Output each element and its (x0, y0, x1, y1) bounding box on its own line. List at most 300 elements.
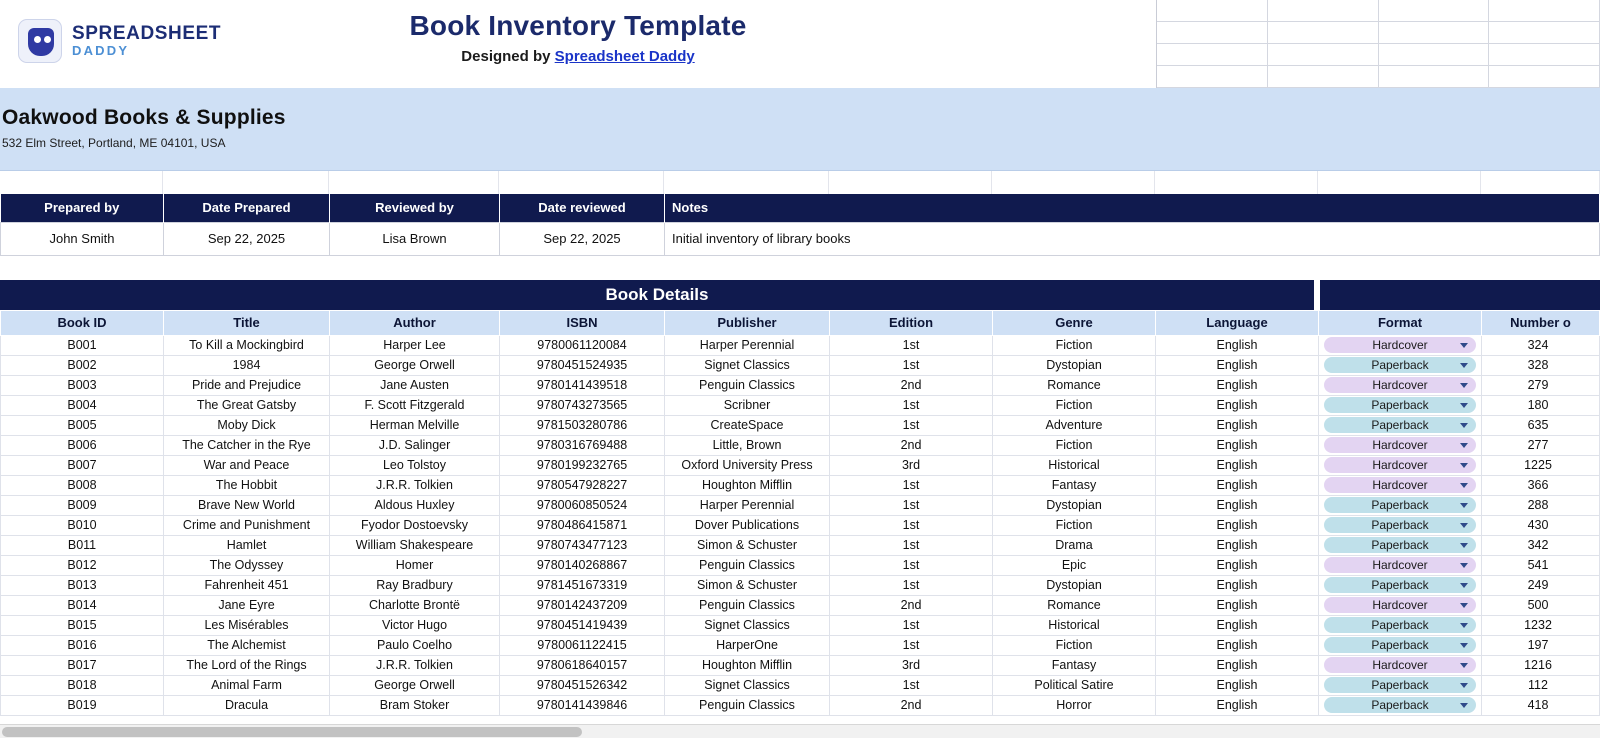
cell-edition[interactable]: 1st (830, 515, 993, 535)
chevron-down-icon[interactable] (1460, 623, 1468, 628)
empty-cell[interactable] (1379, 22, 1490, 44)
cell-publisher[interactable]: HarperOne (665, 635, 830, 655)
cell-language[interactable]: English (1156, 575, 1319, 595)
cell-edition[interactable]: 1st (830, 395, 993, 415)
cell-book-id[interactable]: B004 (1, 395, 164, 415)
cell-isbn[interactable]: 9780451526342 (500, 675, 665, 695)
cell-number-of-pages[interactable]: 366 (1482, 475, 1600, 495)
col-book-id[interactable]: Book ID (1, 310, 164, 335)
page-title: Book Inventory Template (409, 10, 747, 41)
empty-cell[interactable] (1268, 0, 1379, 22)
book-details-title: Book Details (0, 280, 1317, 310)
cell-language[interactable]: English (1156, 515, 1319, 535)
cell-number-of-pages[interactable]: 1225 (1482, 455, 1600, 475)
cell-number-of-pages[interactable]: 277 (1482, 435, 1600, 455)
cell-edition[interactable]: 1st (830, 355, 993, 375)
cell-number-of-pages[interactable]: 342 (1482, 535, 1600, 555)
cell-edition[interactable]: 1st (830, 675, 993, 695)
cell-publisher[interactable]: Signet Classics (665, 615, 830, 635)
cell-edition[interactable]: 1st (830, 535, 993, 555)
empty-cell[interactable] (1489, 66, 1600, 88)
cell-author[interactable]: Paulo Coelho (330, 635, 500, 655)
cell-edition[interactable]: 2nd (830, 695, 993, 715)
table-row (1, 595, 1600, 615)
empty-cell[interactable] (1157, 0, 1268, 22)
cell-number-of-pages[interactable]: 249 (1482, 575, 1600, 595)
book-table-body (1, 335, 1600, 715)
chevron-down-icon[interactable] (1460, 563, 1468, 568)
cell-language[interactable]: English (1156, 335, 1319, 355)
empty-cell[interactable] (1268, 22, 1379, 44)
cell-publisher[interactable]: CreateSpace (665, 415, 830, 435)
cell-isbn[interactable]: 9780141439846 (500, 695, 665, 715)
scrollbar-thumb[interactable] (2, 727, 582, 737)
empty-cell[interactable] (1379, 0, 1490, 22)
cell-format[interactable] (1319, 515, 1482, 535)
cell-author[interactable]: Victor Hugo (330, 615, 500, 635)
cell-edition[interactable]: 1st (830, 475, 993, 495)
cell-book-id[interactable]: B005 (1, 415, 164, 435)
cell-title[interactable]: The Great Gatsby (164, 395, 330, 415)
cell-author[interactable]: J.R.R. Tolkien (330, 475, 500, 495)
cell-language[interactable]: English (1156, 375, 1319, 395)
cell-genre[interactable]: Adventure (993, 415, 1156, 435)
cell-author[interactable]: F. Scott Fitzgerald (330, 395, 500, 415)
cell-book-id[interactable]: B011 (1, 535, 164, 555)
cell-title[interactable]: Moby Dick (164, 415, 330, 435)
format-dropdown[interactable]: Hardcover (1324, 337, 1476, 353)
cell-book-id[interactable]: B001 (1, 335, 164, 355)
company-address: 532 Elm Street, Portland, ME 04101, USA (2, 136, 226, 150)
cell-title[interactable]: Pride and Prejudice (164, 375, 330, 395)
prepared-by-value[interactable]: John Smith (1, 222, 164, 255)
format-dropdown[interactable]: Paperback (1324, 497, 1476, 513)
cell-format[interactable] (1319, 335, 1482, 355)
cell-edition[interactable]: 1st (830, 335, 993, 355)
cell-title[interactable]: Brave New World (164, 495, 330, 515)
cell-title[interactable]: Hamlet (164, 535, 330, 555)
cell-publisher[interactable]: Penguin Classics (665, 595, 830, 615)
cell-publisher[interactable]: Dover Publications (665, 515, 830, 535)
cell-number-of-pages[interactable]: 112 (1482, 675, 1600, 695)
cell-title[interactable]: Crime and Punishment (164, 515, 330, 535)
cell-genre[interactable]: Dystopian (993, 575, 1156, 595)
cell-edition[interactable]: 1st (830, 555, 993, 575)
cell-language[interactable]: English (1156, 595, 1319, 615)
cell-author[interactable]: Homer (330, 555, 500, 575)
format-dropdown[interactable]: Paperback (1324, 617, 1476, 633)
grid-spacer-row (0, 171, 1600, 194)
prepared-header-row (1, 194, 1600, 222)
cell-language[interactable]: English (1156, 435, 1319, 455)
cell-title[interactable]: The Alchemist (164, 635, 330, 655)
cell-title[interactable]: The Odyssey (164, 555, 330, 575)
cell-genre[interactable]: Dystopian (993, 495, 1156, 515)
table-row (1, 375, 1600, 395)
empty-cell[interactable] (1489, 22, 1600, 44)
chevron-down-icon[interactable] (1460, 363, 1468, 368)
cell-isbn[interactable]: 9780060850524 (500, 495, 665, 515)
company-banner (0, 88, 1600, 171)
company-name: Oakwood Books & Supplies (2, 106, 286, 129)
cell-format[interactable] (1319, 635, 1482, 655)
cell-isbn[interactable]: 9780141439518 (500, 375, 665, 395)
horizontal-scrollbar[interactable] (0, 724, 1600, 738)
format-dropdown[interactable]: Paperback (1324, 537, 1476, 553)
col-author[interactable]: Author (330, 310, 500, 335)
cell-publisher[interactable]: Houghton Mifflin (665, 475, 830, 495)
cell-book-id[interactable]: B014 (1, 595, 164, 615)
cell-genre[interactable]: Fiction (993, 335, 1156, 355)
cell-author[interactable]: George Orwell (330, 675, 500, 695)
cell-genre[interactable]: Fiction (993, 435, 1156, 455)
cell-number-of-pages[interactable]: 430 (1482, 515, 1600, 535)
cell-publisher[interactable]: Penguin Classics (665, 555, 830, 575)
cell-format[interactable] (1319, 535, 1482, 555)
cell-author[interactable]: Charlotte Brontë (330, 595, 500, 615)
cell-title[interactable]: 1984 (164, 355, 330, 375)
format-dropdown[interactable]: Paperback (1324, 357, 1476, 373)
cell-book-id[interactable]: B002 (1, 355, 164, 375)
format-dropdown[interactable]: Paperback (1324, 417, 1476, 433)
cell-title[interactable]: Dracula (164, 695, 330, 715)
cell-format[interactable] (1319, 575, 1482, 595)
col-language[interactable]: Language (1156, 310, 1319, 335)
cell-language[interactable]: English (1156, 675, 1319, 695)
cell-format[interactable] (1319, 395, 1482, 415)
empty-cell[interactable] (1379, 66, 1490, 88)
cell-title[interactable]: Animal Farm (164, 675, 330, 695)
cell-language[interactable]: English (1156, 695, 1319, 715)
empty-cell[interactable] (1157, 22, 1268, 44)
cell-publisher[interactable]: Houghton Mifflin (665, 655, 830, 675)
table-row (1, 355, 1600, 375)
cell-number-of-pages[interactable]: 180 (1482, 395, 1600, 415)
cell-author[interactable]: J.D. Salinger (330, 435, 500, 455)
cell-format[interactable] (1319, 415, 1482, 435)
format-dropdown[interactable]: Hardcover (1324, 597, 1476, 613)
cell-isbn[interactable]: 9780743477123 (500, 535, 665, 555)
table-row (1, 495, 1600, 515)
cell-format[interactable] (1319, 695, 1482, 715)
cell-publisher[interactable]: Simon & Schuster (665, 535, 830, 555)
designed-by-prefix: Designed by (461, 48, 555, 65)
chevron-down-icon[interactable] (1460, 583, 1468, 588)
cell-author[interactable]: Leo Tolstoy (330, 455, 500, 475)
cell-title[interactable]: The Catcher in the Rye (164, 435, 330, 455)
cell-isbn[interactable]: 9780743273565 (500, 395, 665, 415)
reviewed-by-value[interactable]: Lisa Brown (330, 222, 500, 255)
cell-language[interactable]: English (1156, 415, 1319, 435)
cell-language[interactable]: English (1156, 535, 1319, 555)
cell-isbn[interactable]: 9781451673319 (500, 575, 665, 595)
cell-number-of-pages[interactable]: 635 (1482, 415, 1600, 435)
reviewed-by-header: Reviewed by (330, 194, 500, 222)
date-prepared-value[interactable]: Sep 22, 2025 (164, 222, 330, 255)
brand-logo (18, 19, 221, 63)
chevron-down-icon[interactable] (1460, 543, 1468, 548)
cell-publisher[interactable]: Harper Perennial (665, 335, 830, 355)
cell-number-of-pages[interactable]: 1232 (1482, 615, 1600, 635)
cell-format[interactable] (1319, 655, 1482, 675)
cell-title[interactable]: To Kill a Mockingbird (164, 335, 330, 355)
table-row (1, 575, 1600, 595)
table-row (1, 675, 1600, 695)
cell-genre[interactable]: Romance (993, 595, 1156, 615)
cell-genre[interactable]: Fiction (993, 515, 1156, 535)
cell-genre[interactable]: Historical (993, 615, 1156, 635)
table-row (1, 475, 1600, 495)
cell-author[interactable]: Bram Stoker (330, 695, 500, 715)
chevron-down-icon[interactable] (1460, 403, 1468, 408)
cell-number-of-pages[interactable]: 418 (1482, 695, 1600, 715)
col-number-of-pages[interactable]: Number o (1482, 310, 1600, 335)
notes-header: Notes (665, 194, 1600, 222)
empty-cell[interactable] (1268, 66, 1379, 88)
cell-isbn[interactable]: 9780451419439 (500, 615, 665, 635)
cell-author[interactable]: Harper Lee (330, 335, 500, 355)
cell-book-id[interactable]: B007 (1, 455, 164, 475)
chevron-down-icon[interactable] (1460, 423, 1468, 428)
chevron-down-icon[interactable] (1460, 383, 1468, 388)
chevron-down-icon[interactable] (1460, 463, 1468, 468)
cell-edition[interactable]: 1st (830, 415, 993, 435)
chevron-down-icon[interactable] (1460, 683, 1468, 688)
cell-title[interactable]: Les Misérables (164, 615, 330, 635)
cell-language[interactable]: English (1156, 355, 1319, 375)
table-row (1, 435, 1600, 455)
cell-genre[interactable]: Epic (993, 555, 1156, 575)
cell-author[interactable]: Fyodor Dostoevsky (330, 515, 500, 535)
cell-book-id[interactable]: B003 (1, 375, 164, 395)
chevron-down-icon[interactable] (1460, 523, 1468, 528)
cell-format[interactable] (1319, 355, 1482, 375)
cell-publisher[interactable]: Oxford University Press (665, 455, 830, 475)
cell-format[interactable] (1319, 475, 1482, 495)
cell-format[interactable] (1319, 495, 1482, 515)
cell-isbn[interactable]: 9780316769488 (500, 435, 665, 455)
chevron-down-icon[interactable] (1460, 343, 1468, 348)
chevron-down-icon[interactable] (1460, 443, 1468, 448)
cell-language[interactable]: English (1156, 655, 1319, 675)
cell-edition[interactable]: 1st (830, 615, 993, 635)
chevron-down-icon[interactable] (1460, 503, 1468, 508)
format-dropdown[interactable]: Hardcover (1324, 477, 1476, 493)
empty-cell[interactable] (1268, 44, 1379, 66)
cell-number-of-pages[interactable]: 279 (1482, 375, 1600, 395)
cell-genre[interactable]: Fiction (993, 635, 1156, 655)
cell-book-id[interactable]: B018 (1, 675, 164, 695)
cell-author[interactable]: Aldous Huxley (330, 495, 500, 515)
cell-format[interactable] (1319, 595, 1482, 615)
table-row (1, 555, 1600, 575)
format-dropdown[interactable]: Paperback (1324, 697, 1476, 713)
cell-publisher[interactable]: Simon & Schuster (665, 575, 830, 595)
empty-cell[interactable] (1157, 66, 1268, 88)
cell-isbn[interactable]: 9781503280786 (500, 415, 665, 435)
document-header (0, 0, 1600, 88)
table-row (1, 415, 1600, 435)
spreadsheet-daddy-logo-icon (18, 19, 62, 63)
book-table-header-row (1, 310, 1600, 335)
table-row (1, 335, 1600, 355)
cell-number-of-pages[interactable]: 324 (1482, 335, 1600, 355)
cell-book-id[interactable]: B009 (1, 495, 164, 515)
header-main-area (0, 0, 1157, 88)
cell-edition[interactable]: 1st (830, 635, 993, 655)
prepared-by-header: Prepared by (1, 194, 164, 222)
cell-book-id[interactable]: B017 (1, 655, 164, 675)
cell-isbn[interactable]: 9780061120084 (500, 335, 665, 355)
cell-genre[interactable]: Fantasy (993, 475, 1156, 495)
cell-edition[interactable]: 2nd (830, 435, 993, 455)
format-dropdown[interactable]: Hardcover (1324, 557, 1476, 573)
cell-title[interactable]: War and Peace (164, 455, 330, 475)
notes-value[interactable]: Initial inventory of library books (665, 222, 1600, 255)
cell-language[interactable]: English (1156, 615, 1319, 635)
cell-publisher[interactable]: Harper Perennial (665, 495, 830, 515)
cell-author[interactable]: Jane Austen (330, 375, 500, 395)
col-title[interactable]: Title (164, 310, 330, 335)
cell-isbn[interactable]: 9780451524935 (500, 355, 665, 375)
cell-author[interactable]: Ray Bradbury (330, 575, 500, 595)
cell-number-of-pages[interactable]: 500 (1482, 595, 1600, 615)
cell-language[interactable]: English (1156, 395, 1319, 415)
cell-number-of-pages[interactable]: 328 (1482, 355, 1600, 375)
cell-genre[interactable]: Romance (993, 375, 1156, 395)
cell-format[interactable] (1319, 455, 1482, 475)
cell-format[interactable] (1319, 675, 1482, 695)
book-details-section (0, 280, 1600, 716)
cell-genre[interactable]: Fiction (993, 395, 1156, 415)
cell-book-id[interactable]: B006 (1, 435, 164, 455)
col-format[interactable]: Format (1319, 310, 1482, 335)
cell-edition[interactable]: 1st (830, 495, 993, 515)
cell-number-of-pages[interactable]: 541 (1482, 555, 1600, 575)
cell-book-id[interactable]: B012 (1, 555, 164, 575)
cell-isbn[interactable]: 9780547928227 (500, 475, 665, 495)
spreadsheet-daddy-link[interactable]: Spreadsheet Daddy (554, 48, 695, 65)
cell-book-id[interactable]: B016 (1, 635, 164, 655)
table-row (1, 655, 1600, 675)
cell-genre[interactable]: Political Satire (993, 675, 1156, 695)
cell-edition[interactable]: 3rd (830, 655, 993, 675)
format-dropdown[interactable]: Hardcover (1324, 657, 1476, 673)
cell-title[interactable]: Jane Eyre (164, 595, 330, 615)
cell-publisher[interactable]: Little, Brown (665, 435, 830, 455)
cell-isbn[interactable]: 9780061122415 (500, 635, 665, 655)
cell-genre[interactable]: Drama (993, 535, 1156, 555)
cell-language[interactable]: English (1156, 455, 1319, 475)
cell-number-of-pages[interactable]: 288 (1482, 495, 1600, 515)
cell-publisher[interactable]: Scribner (665, 395, 830, 415)
col-isbn[interactable]: ISBN (500, 310, 665, 335)
col-publisher[interactable]: Publisher (665, 310, 830, 335)
cell-author[interactable]: J.R.R. Tolkien (330, 655, 500, 675)
empty-cell[interactable] (1489, 44, 1600, 66)
table-row (1, 455, 1600, 475)
book-details-table (0, 310, 1600, 716)
empty-cell[interactable] (1489, 0, 1600, 22)
cell-isbn[interactable]: 9780486415871 (500, 515, 665, 535)
header-empty-cells (1157, 0, 1600, 88)
chevron-down-icon[interactable] (1460, 703, 1468, 708)
cell-genre[interactable]: Fantasy (993, 655, 1156, 675)
cell-author[interactable]: George Orwell (330, 355, 500, 375)
date-reviewed-value[interactable]: Sep 22, 2025 (500, 222, 665, 255)
cell-language[interactable]: English (1156, 555, 1319, 575)
cell-publisher[interactable]: Penguin Classics (665, 375, 830, 395)
chevron-down-icon[interactable] (1460, 483, 1468, 488)
cell-number-of-pages[interactable]: 197 (1482, 635, 1600, 655)
cell-isbn[interactable]: 9780142437209 (500, 595, 665, 615)
cell-isbn[interactable]: 9780199232765 (500, 455, 665, 475)
logo-text-primary: SPREADSHEET (72, 23, 222, 45)
prepared-value-row (1, 222, 1600, 255)
cell-genre[interactable]: Historical (993, 455, 1156, 475)
cell-format[interactable] (1319, 435, 1482, 455)
date-prepared-header: Date Prepared (164, 194, 330, 222)
table-row (1, 615, 1600, 635)
cell-genre[interactable]: Dystopian (993, 355, 1156, 375)
cell-edition[interactable]: 2nd (830, 375, 993, 395)
col-edition[interactable]: Edition (830, 310, 993, 335)
cell-publisher[interactable]: Signet Classics (665, 675, 830, 695)
format-dropdown[interactable]: Hardcover (1324, 437, 1476, 453)
chevron-down-icon[interactable] (1460, 603, 1468, 608)
format-dropdown[interactable]: Paperback (1324, 397, 1476, 413)
cell-book-id[interactable]: B015 (1, 615, 164, 635)
cell-author[interactable]: Herman Melville (330, 415, 500, 435)
chevron-down-icon[interactable] (1460, 643, 1468, 648)
cell-language[interactable]: English (1156, 495, 1319, 515)
cell-format[interactable] (1319, 615, 1482, 635)
format-dropdown[interactable]: Paperback (1324, 577, 1476, 593)
format-dropdown[interactable]: Paperback (1324, 637, 1476, 653)
col-genre[interactable]: Genre (993, 310, 1156, 335)
format-dropdown[interactable]: Paperback (1324, 677, 1476, 693)
cell-isbn[interactable]: 9780618640157 (500, 655, 665, 675)
cell-author[interactable]: William Shakespeare (330, 535, 500, 555)
format-dropdown[interactable]: Hardcover (1324, 377, 1476, 393)
cell-title[interactable]: Fahrenheit 451 (164, 575, 330, 595)
format-dropdown[interactable]: Hardcover (1324, 457, 1476, 473)
cell-language[interactable]: English (1156, 475, 1319, 495)
cell-book-id[interactable]: B013 (1, 575, 164, 595)
format-dropdown[interactable]: Paperback (1324, 517, 1476, 533)
chevron-down-icon[interactable] (1460, 663, 1468, 668)
cell-publisher[interactable]: Penguin Classics (665, 695, 830, 715)
cell-genre[interactable]: Horror (993, 695, 1156, 715)
cell-edition[interactable]: 3rd (830, 455, 993, 475)
cell-edition[interactable]: 2nd (830, 595, 993, 615)
cell-format[interactable] (1319, 555, 1482, 575)
table-row (1, 515, 1600, 535)
cell-format[interactable] (1319, 375, 1482, 395)
cell-book-id[interactable]: B008 (1, 475, 164, 495)
cell-isbn[interactable]: 9780140268867 (500, 555, 665, 575)
cell-book-id[interactable]: B019 (1, 695, 164, 715)
cell-publisher[interactable]: Signet Classics (665, 355, 830, 375)
cell-title[interactable]: The Lord of the Rings (164, 655, 330, 675)
empty-cell[interactable] (1379, 44, 1490, 66)
cell-title[interactable]: The Hobbit (164, 475, 330, 495)
cell-edition[interactable]: 1st (830, 575, 993, 595)
cell-book-id[interactable]: B010 (1, 515, 164, 535)
empty-cell[interactable] (1157, 44, 1268, 66)
cell-language[interactable]: English (1156, 635, 1319, 655)
cell-number-of-pages[interactable]: 1216 (1482, 655, 1600, 675)
